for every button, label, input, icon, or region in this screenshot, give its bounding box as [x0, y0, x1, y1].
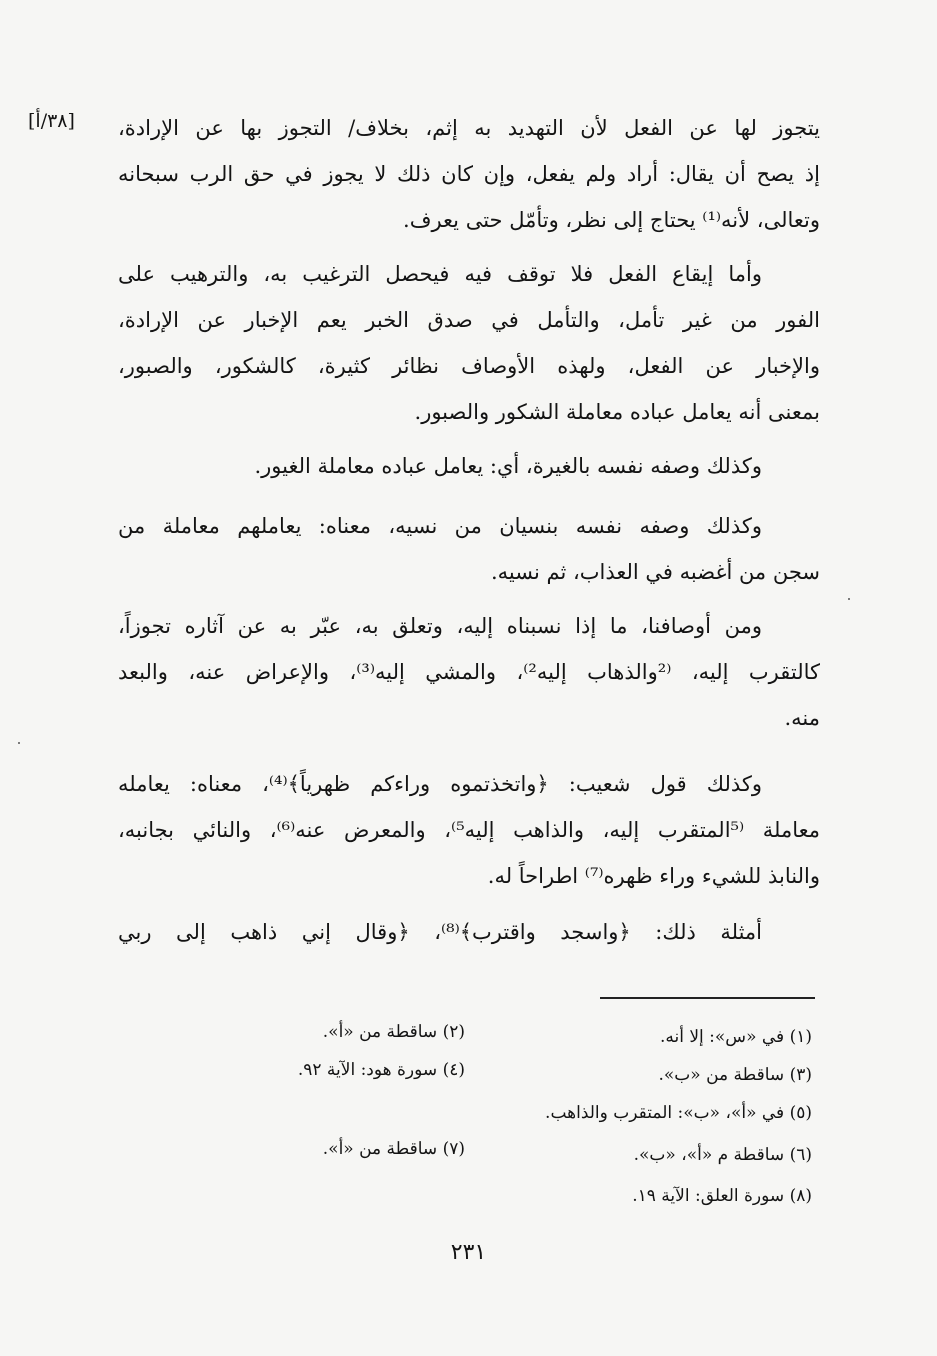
- text-line: وكذلك قول شعيب: ﴿واتخذتموه وراءكم ظهرياً﴾⁽⁴⁾، معناه: يعامله: [118, 772, 763, 796]
- footnote-text: سورة هود: الآية ٩٢.: [297, 1060, 438, 1080]
- text-line: وتعالى، لأنه⁽¹⁾ يحتاج إلى نظر، وتأمّل حتى يعرف.: [403, 208, 820, 232]
- footnote-number: (٦): [789, 1145, 812, 1165]
- main-text: [118, 0, 820, 960]
- text-line: والإخبار عن الفعل، ولهذه الأوصاف نظائر كثيرة، كالشكور، والصبور،: [118, 354, 820, 378]
- text-line: ومن أوصافنا، ما إذا نسبناه إليه، وتعلق به، عبّر به عن آثاره تجوزاً،: [118, 614, 762, 638]
- footnote: [634, 1143, 812, 1167]
- footnote: [323, 1137, 465, 1161]
- text-line: بمعنى أنه يعامل عباده معاملة الشكور والصبور.: [414, 400, 820, 424]
- footnote: [545, 1101, 812, 1125]
- footnote-text: ساقطة من «أ».: [322, 1139, 438, 1159]
- footnote: [632, 1184, 812, 1208]
- scan-speck: [848, 598, 850, 600]
- text-line: منه.: [784, 706, 820, 730]
- footnote-text: ساقطة من «أ».: [322, 1022, 438, 1042]
- footnote-separator: [600, 997, 815, 999]
- text-line: يتجوز لها عن الفعل لأن التهديد به إثم، بخلاف/ التجوز بها عن الإرادة،: [118, 116, 820, 140]
- footnote: [658, 1063, 812, 1087]
- footnote-number: (٤): [442, 1060, 465, 1080]
- footnote: [660, 1025, 812, 1049]
- footnote-number: (٨): [789, 1186, 812, 1206]
- footnote-text: في «س»: إلا أنه.: [659, 1027, 785, 1047]
- footnote-number: (٣): [789, 1065, 812, 1085]
- text-line: سجن من أغضبه في العذاب، ثم نسيه.: [490, 560, 820, 584]
- footnote-text: ساقطة م «أ»، «ب».: [633, 1145, 785, 1165]
- text-line: إذ يصح أن يقال: أراد ولم يفعل، وإن كان ذلك لا يجوز في حق الرب سبحانه: [118, 162, 820, 186]
- scan-speck: [18, 742, 20, 744]
- page-number: ٢٣١: [450, 1240, 487, 1265]
- footnote-text: ساقطة من «ب».: [658, 1065, 785, 1085]
- footnote: [323, 1020, 465, 1044]
- text-line: وكذلك وصفه نفسه بالغيرة، أي: يعامل عباده معاملة الغيور.: [254, 454, 762, 478]
- text-line: معاملة ⁽⁵المتقرب إليه، والذاهب إليه⁵⁾، والمعرض عنه⁽⁶⁾، والنائي بجانبه،: [118, 818, 820, 842]
- text-line: أمثلة ذلك: ﴿واسجد واقترب﴾⁽⁸⁾، ﴿وقال إني ذاهب إلى ربي: [118, 920, 762, 944]
- footnote-text: في «أ»، «ب»: المتقرب والذاهب.: [545, 1103, 785, 1123]
- footnote-number: (٥): [789, 1103, 812, 1123]
- footnote-number: (٧): [442, 1139, 465, 1159]
- folio-marker: [٣٨/أ]: [28, 110, 75, 132]
- footnote-text: سورة العلق: الآية ١٩.: [632, 1186, 785, 1206]
- text-line: وأما إيقاع الفعل فلا توقف فيه فيحصل الترغيب به، والترهيب على: [118, 262, 762, 286]
- text-line: كالتقرب إليه، ⁽²والذهاب إليه²⁾، والمشي إليه⁽³⁾، والإعراض عنه، والبعد: [118, 660, 820, 684]
- footnote-number: (٢): [442, 1022, 465, 1042]
- footnote-number: (١): [789, 1027, 812, 1047]
- text-line: الفور من غير تأمل، والتأمل في صدق الخبر يعم الإخبار عن الإرادة،: [118, 308, 820, 332]
- text-line: وكذلك وصفه نفسه بنسيان من نسيه، معناه: يعاملهم معاملة من: [118, 514, 762, 538]
- text-line: والنابذ للشيء وراء ظهره⁽⁷⁾ اطراحاً له.: [487, 864, 820, 888]
- footnote: [298, 1058, 465, 1082]
